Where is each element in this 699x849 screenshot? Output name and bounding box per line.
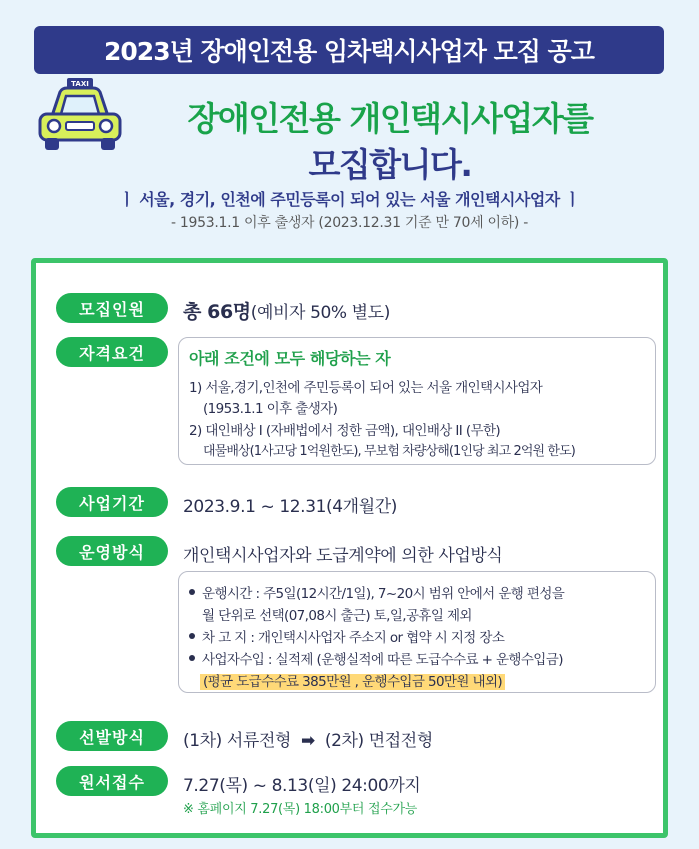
bullet-dot-icon (189, 589, 195, 595)
qualification-line: 대물배상(1사고당 1억원한도), 무보험 차량상해(1인당 최고 2억원 한도) (203, 444, 575, 459)
operation-box (178, 571, 656, 693)
application-label: 원서접수 (56, 766, 168, 796)
selection-step2: (2차) 면접전형 (324, 731, 433, 751)
application-note: ※ 홈페이지 7.27(목) 18:00부터 접수가능 (183, 802, 418, 817)
selection-label: 선발방식 (56, 721, 168, 751)
qualification-label: 자격요건 (56, 337, 168, 367)
subtitle-line1: ㅣ 서울, 경기, 인천에 주민등록이 되어 있는 서울 개인택시사업자 ㅣ (119, 190, 580, 209)
qualification-line: 2) 대인배상 I (자배법에서 정한 금액), 대인배상 II (무한) (189, 423, 501, 439)
operation-value: 개인택시사업자와 도급계약에 의한 사업방식 (183, 546, 503, 566)
headline-line2: 모집합니다. (308, 145, 472, 184)
recruit-value (183, 297, 390, 324)
subtitle-line2: - 1953.1.1 이후 출생자 (2023.12.31 기준 만 70세 이하) - (171, 215, 528, 231)
operation-bullet: 운행시간 : 주5일(12시간/1일), 7~20시 범위 안에서 운행 편성을 (189, 582, 564, 602)
bullet-dot-icon (189, 655, 195, 661)
qualification-line: (1953.1.1 이후 출생자) (203, 401, 338, 417)
operation-bullet: 차 고 지 : 개인택시사업자 주소지 or 협약 시 지정 장소 (189, 626, 504, 646)
period-value: 2023.9.1 ~ 12.31(4개월간) (183, 497, 397, 517)
info-card (31, 258, 668, 838)
qualification-title: 아래 조건에 모두 해당하는 자 (189, 349, 391, 368)
headline (110, 96, 670, 188)
selection-value (183, 726, 433, 751)
selection-step1: (1차) 서류전형 (183, 731, 291, 751)
qualification-line: 1) 서울,경기,인천에 주민등록이 되어 있는 서울 개인택시사업자 (189, 380, 543, 396)
application-value: 7.27(목) ~ 8.13(일) 24:00까지 (183, 776, 421, 796)
taxi-sign-text: TAXI (71, 80, 89, 88)
headline-line1: 장애인전용 개인택시사업자를 (187, 99, 593, 138)
operation-highlight: (평균 도급수수료 385만원 , 운행수입금 50만원 내외) (200, 670, 505, 690)
bullet-dot-icon (189, 633, 195, 639)
recruit-count: 총 66명 (183, 301, 251, 323)
operation-bullet-cont: 월 단위로 선택(07,08시 출근) 토,일,공휴일 제외 (202, 608, 472, 624)
recruit-note: (예비자 50% 별도) (250, 303, 390, 323)
operation-label: 운영방식 (56, 536, 168, 566)
period-label: 사업기간 (56, 487, 168, 517)
arrow-right-icon: ➡ (301, 731, 315, 751)
banner-title: 2023년 장애인전용 임차택시사업자 모집 공고 (34, 26, 664, 74)
recruit-label: 모집인원 (56, 293, 168, 323)
qualification-box (178, 337, 656, 465)
operation-bullet: 사업자수입 : 실적제 (운행실적에 따른 도급수수료 + 운행수입금) (189, 648, 563, 668)
